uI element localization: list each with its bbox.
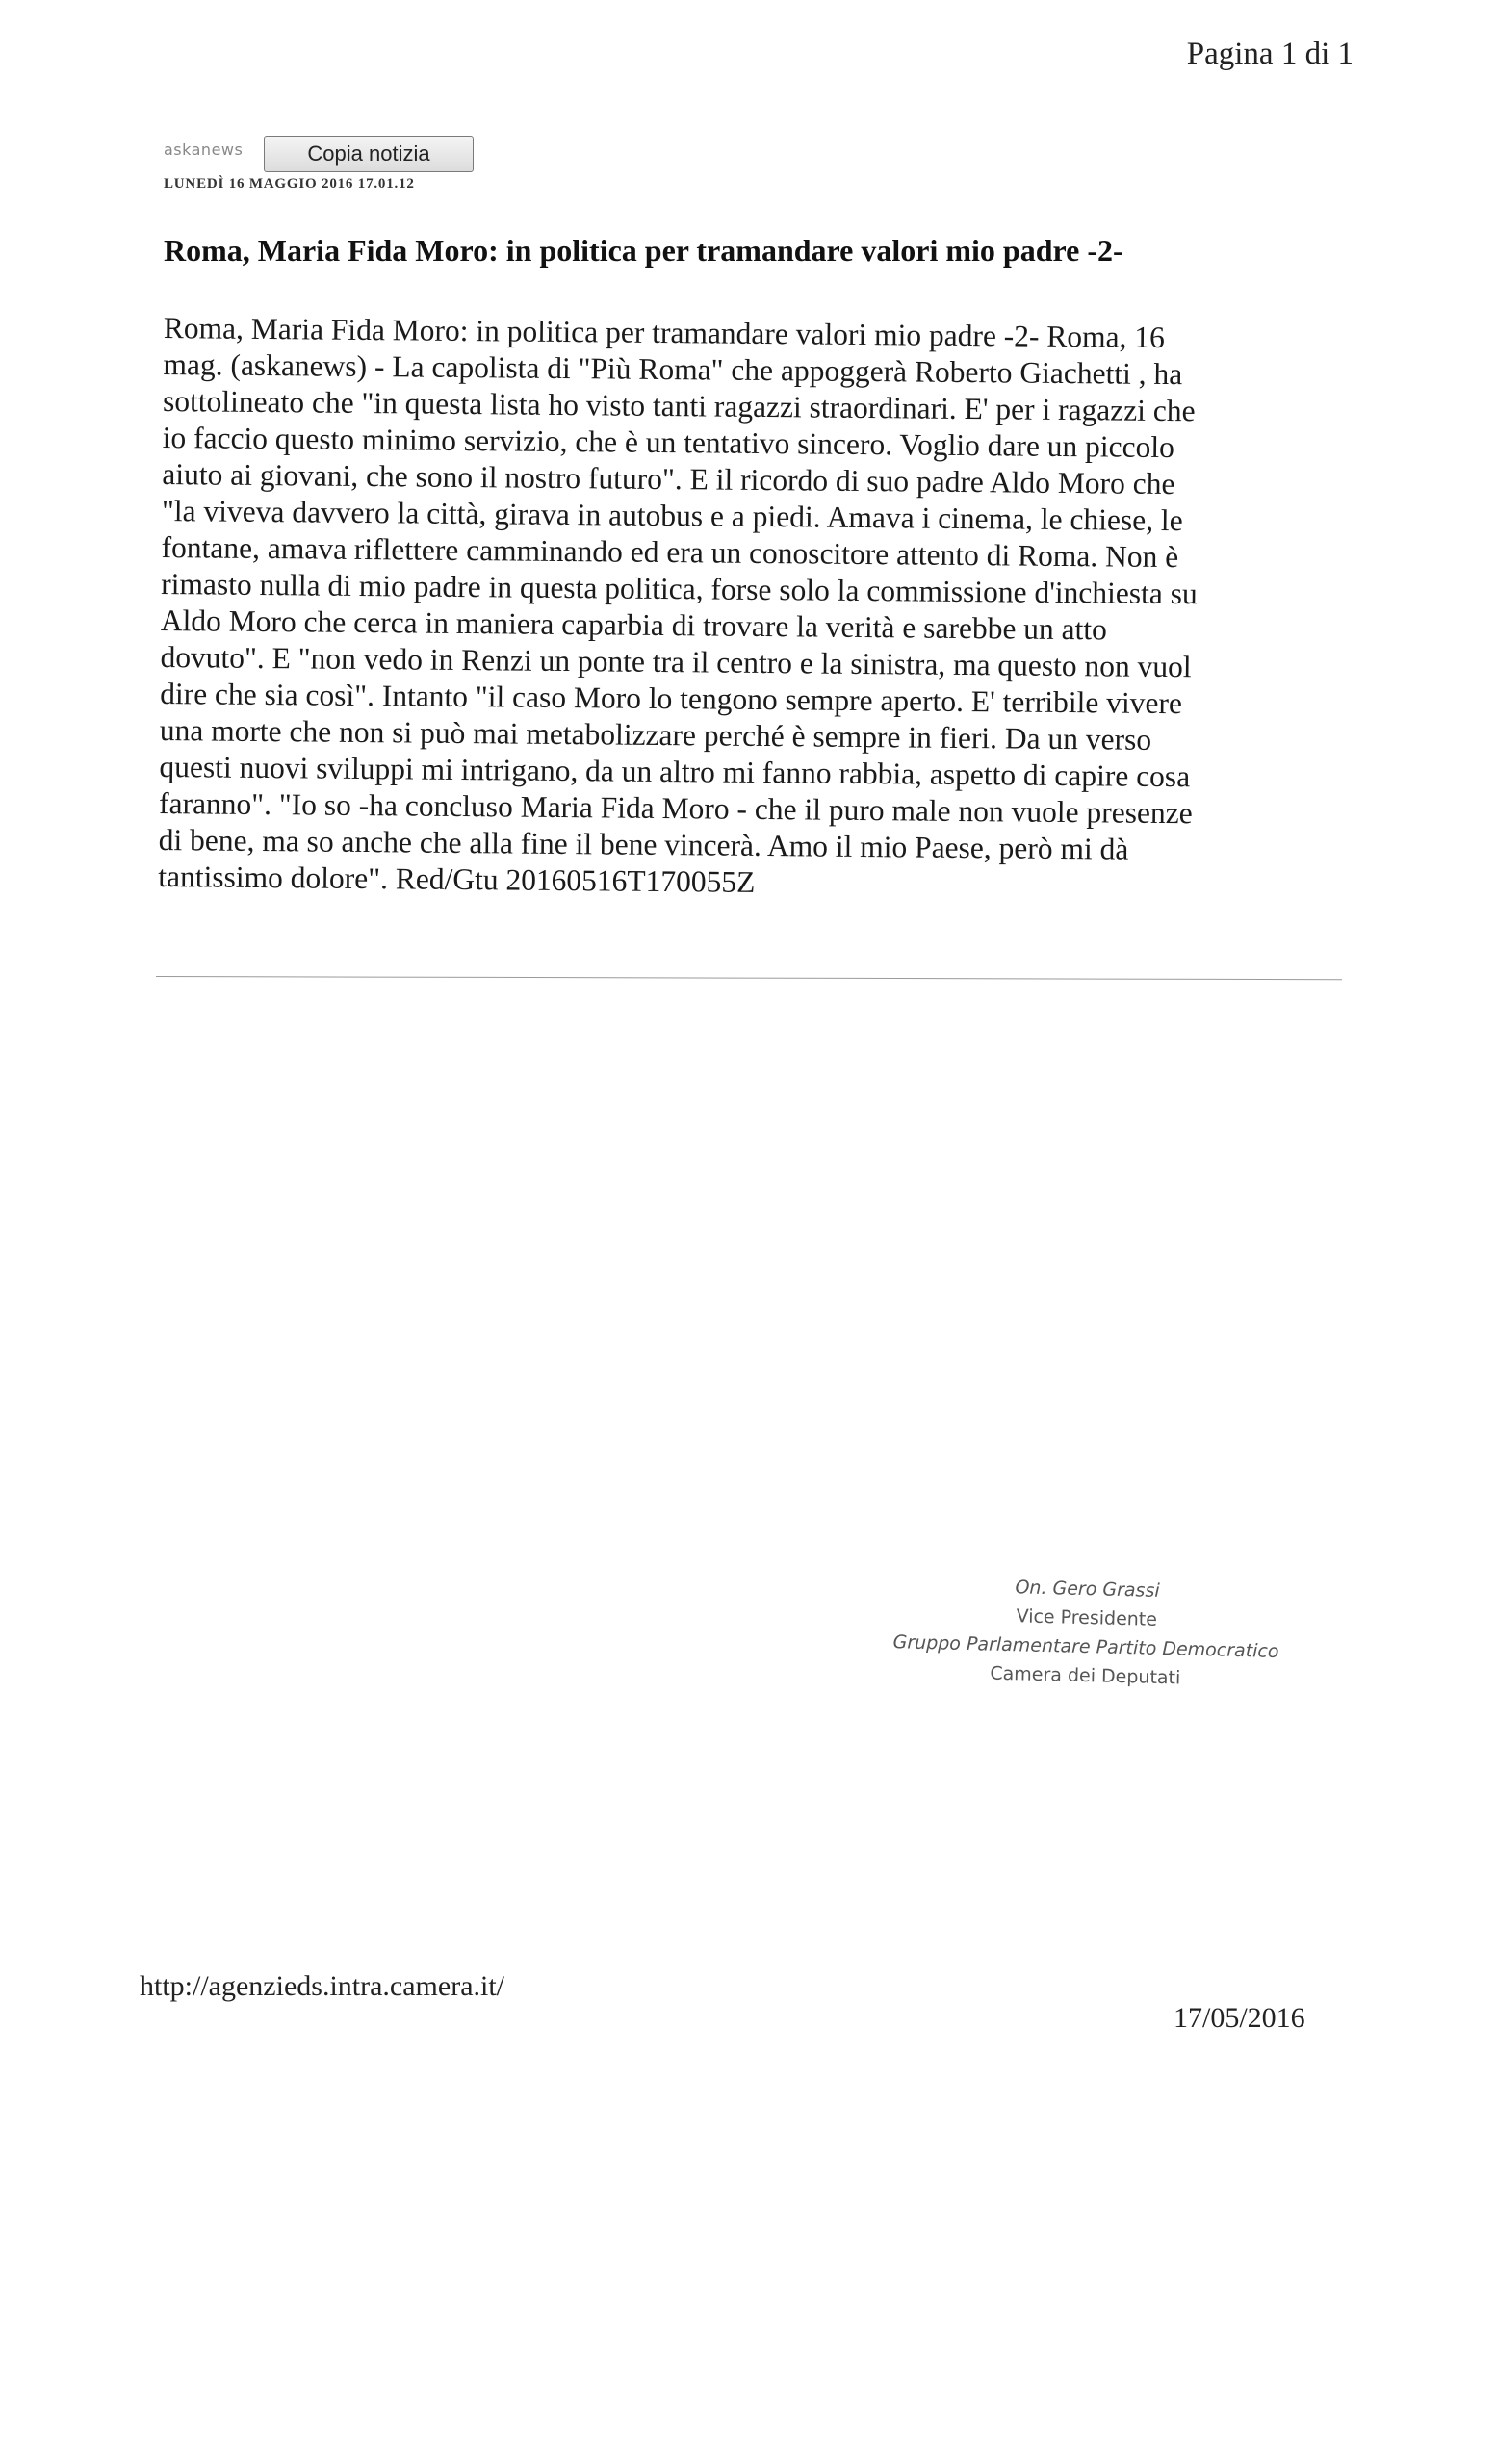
page-number: Pagina 1 di 1: [1186, 37, 1354, 71]
article-line: mag. (askanews) - La capolista di "Più Roma" che appoggerà Roberto Giachetti , ha: [163, 346, 1183, 392]
separator-line: [156, 976, 1342, 980]
article-line: faranno". "Io so -ha concluso Maria Fida Moro - che il puro male non vuole presenze: [158, 785, 1193, 831]
headline: Roma, Maria Fida Moro: in politica per tramandare valori mio padre -2-: [164, 233, 1123, 268]
article-line: fontane, amava riflettere camminando ed era un conoscitore attento di Roma. Non è: [161, 529, 1179, 575]
article-line: aiuto ai giovani, che sono il nostro futuro". E il ricordo di suo padre Aldo Moro che: [162, 456, 1175, 501]
article-line: Roma, Maria Fida Moro: in politica per tramandare valori mio padre -2- Roma, 16: [163, 310, 1166, 354]
dateline: LUNEDÌ 16 MAGGIO 2016 17.01.12: [164, 176, 415, 192]
article-line: "la viveva davvero la città, girava in autobus e a piedi. Amava i cinema, le chiese, le: [161, 493, 1183, 538]
article-line: una morte che non si può mai metabolizzare perché è sempre in fieri. Da un verso: [159, 712, 1152, 757]
article-line: tantissimo dolore". Red/Gtu 20160516T170055Z: [158, 859, 756, 899]
article-line: rimasto nulla di mio padre in questa politica, forse solo la commissione d'inchiesta su: [161, 566, 1198, 611]
signature-chamber: Camera dei Deputati: [990, 1662, 1181, 1689]
copy-news-button[interactable]: Copia notizia: [264, 136, 474, 172]
signature-group: Gruppo Parlamentare Partito Democratico: [892, 1631, 1279, 1662]
article-line: questi nuovi sviluppi mi intrigano, da un altro mi fanno rabbia, aspetto di capire cosa: [159, 749, 1191, 794]
signature-stamp: [844, 1569, 1328, 1696]
article-line: io faccio questo minimo servizio, che è un tentativo sincero. Voglio dare un piccolo: [162, 420, 1175, 465]
signature-name: On. Gero Grassi: [1015, 1577, 1160, 1602]
footer-date: 17/05/2016: [1174, 2002, 1305, 2034]
article-line: di bene, ma so anche che alla fine il bene vincerà. Amo il mio Paese, però mi dà: [158, 822, 1129, 866]
article-line: Aldo Moro che cerca in maniera caparbia di trovare la verità e sarebbe un atto: [160, 603, 1108, 647]
footer-url: http://agenzieds.intra.camera.it/: [140, 1970, 505, 2002]
askanews-logo: askanews: [164, 141, 244, 159]
article-body: [158, 310, 1333, 907]
article-line: dire che sia così". Intanto "il caso Moro lo tengono sempre aperto. E' terribile vivere: [160, 676, 1183, 721]
article-line: dovuto". E "non vedo in Renzi un ponte tra il centro e la sinistra, ma questo non vuol: [160, 639, 1192, 684]
article-line: sottolineato che "in questa lista ho visto tanti ragazzi straordinari. E' per i ragazzi che: [162, 383, 1196, 428]
signature-role: Vice Presidente: [1016, 1605, 1158, 1630]
